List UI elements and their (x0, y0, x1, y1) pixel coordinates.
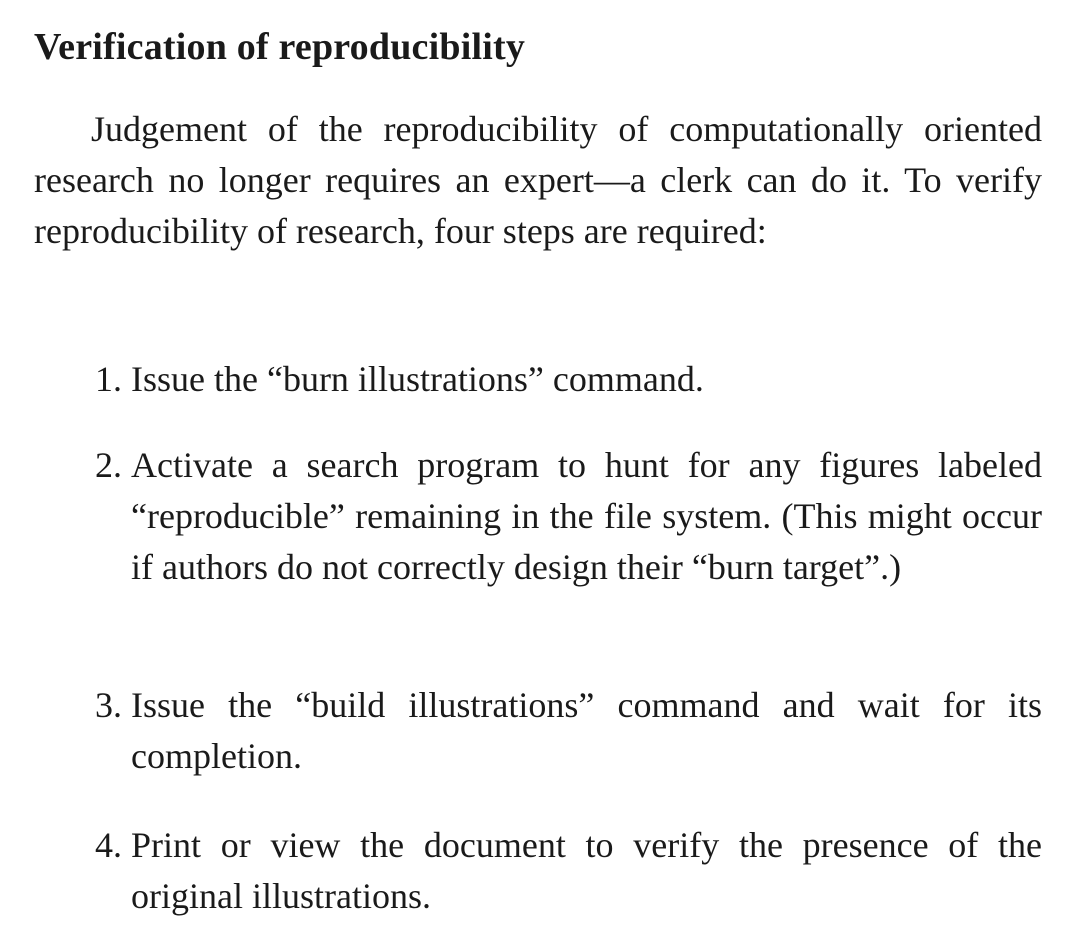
step-text: Issue the “burn illustrations” command. (131, 359, 704, 399)
step-text: Print or view the document to verify the presence of the original illustrations. (131, 825, 1042, 916)
step-number: 2. (95, 445, 122, 485)
intro-paragraph: Judgement of the reproducibility of computationally oriented research no longer requires an expert—a clerk can do it. To verify reproducibility of research, four steps are required: (34, 109, 1042, 251)
step-text: Activate a search program to hunt for any figures labeled “reproducible” remaining in the file system. (This might occur if authors do not correctly design their “burn target”.) (131, 445, 1042, 587)
step-text: Issue the “build illustrations” command and wait for its completion. (131, 685, 1042, 776)
section-title: Verification of reproducibility (34, 26, 526, 68)
list-item (70, 440, 1042, 593)
list-item (70, 680, 1042, 782)
step-number: 4. (95, 825, 122, 865)
list-item (70, 354, 1042, 405)
list-item (70, 820, 1042, 922)
step-number: 1. (95, 359, 122, 399)
step-number: 3. (95, 685, 122, 725)
